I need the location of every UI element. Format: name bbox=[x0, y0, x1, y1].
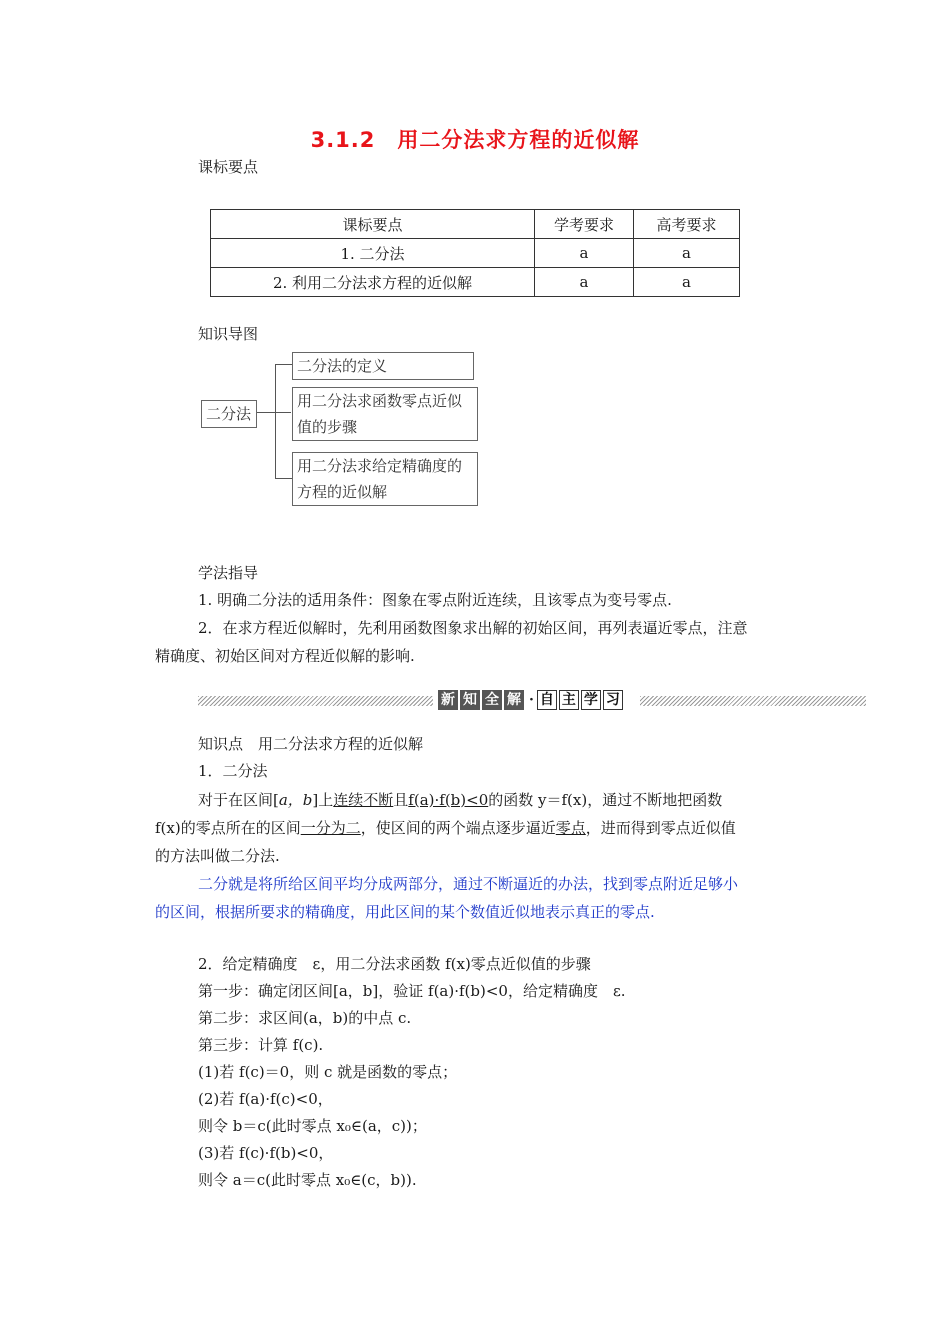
text-run: ，进而得到零点近似值 bbox=[585, 819, 736, 837]
underlined-term: 一分为二 bbox=[300, 819, 361, 837]
table-header: 高考要求 bbox=[634, 210, 740, 239]
subsection-title: 2．给定精确度 ε，用二分法求函数 f(x)零点近似值的步骤 bbox=[198, 955, 591, 973]
case-line: 则令 a＝c(此时零点 x₀∈(c，b)). bbox=[198, 1171, 417, 1189]
definition-line bbox=[155, 814, 736, 842]
underlined-term: f(a)·f(b)<0 bbox=[408, 791, 489, 809]
text-run: 对于在区间[ bbox=[198, 791, 279, 809]
mindmap-branch-definition: 二分法的定义 bbox=[292, 352, 474, 380]
text-run: 且 bbox=[393, 791, 409, 809]
connector bbox=[275, 364, 292, 365]
case-line: (2)若 f(a)·f(c)<0， bbox=[198, 1090, 333, 1108]
table-header-row bbox=[211, 210, 740, 239]
connector bbox=[257, 412, 291, 413]
banner-char: 自 bbox=[537, 690, 557, 710]
branch-line: 值的步骤 bbox=[297, 418, 358, 436]
table-header: 学考要求 bbox=[535, 210, 634, 239]
section-heading-kb: 课标要点 bbox=[198, 158, 259, 176]
banner-char: 全 bbox=[482, 690, 502, 710]
banner-char: 知 bbox=[460, 690, 480, 710]
page-title: 3.1.2 用二分法求方程的近似解 bbox=[310, 128, 640, 152]
note-line: 的区间，根据所要求的精确度，用此区间的某个数值近似地表示真正的零点. bbox=[155, 903, 655, 921]
banner-char: 主 bbox=[559, 690, 579, 710]
text-run: 的函数 y＝f(x)，通过不断地把函数 bbox=[488, 791, 723, 809]
case-line: 则令 b＝c(此时零点 x₀∈(a，c))； bbox=[198, 1117, 427, 1135]
branch-line: 用二分法求函数零点近似 bbox=[297, 392, 463, 410]
step-line: 第三步：计算 f(c). bbox=[198, 1036, 324, 1054]
banner-char: 学 bbox=[581, 690, 601, 710]
connector bbox=[275, 478, 292, 479]
table-cell: a bbox=[634, 239, 740, 268]
connector bbox=[275, 364, 276, 479]
branch-line: 用二分法求给定精确度的 bbox=[297, 457, 463, 475]
step-line: 第二步：求区间(a，b)的中点 c. bbox=[198, 1009, 412, 1027]
table-cell: 1. 二分法 bbox=[211, 239, 535, 268]
definition-line: 的方法叫做二分法. bbox=[155, 847, 280, 865]
mindmap-branch-approx bbox=[292, 452, 478, 506]
case-line: (1)若 f(c)＝0，则 c 就是函数的零点； bbox=[198, 1063, 458, 1081]
banner-hatch-right bbox=[640, 696, 866, 706]
underlined-term: 零点 bbox=[555, 819, 586, 837]
mindmap-root: 二分法 bbox=[201, 400, 257, 428]
step-line: 第一步：确定闭区间[a，b]，验证 f(a)·f(b)<0，给定精确度 ε. bbox=[198, 982, 626, 1000]
text-run: a，b bbox=[278, 791, 313, 809]
underlined-term: 连续不断 bbox=[333, 791, 394, 809]
banner-char: 习 bbox=[603, 690, 623, 710]
knowledge-heading: 知识点 用二分法求方程的近似解 bbox=[198, 735, 424, 753]
section-heading-map: 知识导图 bbox=[198, 325, 259, 343]
text-run: f(x)的零点所在的区间 bbox=[155, 819, 301, 837]
table-header: 课标要点 bbox=[211, 210, 535, 239]
table-cell: 2. 利用二分法求方程的近似解 bbox=[211, 268, 535, 297]
table-cell: a bbox=[634, 268, 740, 297]
requirements-table bbox=[210, 209, 740, 297]
branch-line: 方程的近似解 bbox=[297, 483, 388, 501]
text-run: ]上 bbox=[312, 791, 334, 809]
guide-paragraph: 1. 明确二分法的适用条件：图象在零点附近连续，且该零点为变号零点. bbox=[198, 591, 672, 609]
banner-char: 新 bbox=[438, 690, 458, 710]
banner-hatch-left bbox=[198, 696, 433, 706]
table-cell: a bbox=[535, 239, 634, 268]
banner-char: 解 bbox=[504, 690, 524, 710]
text-run: ，使区间的两个端点逐步逼近 bbox=[360, 819, 556, 837]
note-line: 二分就是将所给区间平均分成两部分，通过不断逼近的办法，找到零点附近足够小 bbox=[198, 875, 739, 893]
banner-dot: · bbox=[529, 692, 534, 708]
guide-paragraph: 精确度、初始区间对方程近似解的影响. bbox=[155, 647, 415, 665]
section-banner bbox=[438, 690, 625, 710]
guide-paragraph: 2．在求方程近似解时，先利用函数图象求出解的初始区间，再列表逼近零点，注意 bbox=[198, 619, 748, 637]
case-line: (3)若 f(c)·f(b)<0， bbox=[198, 1144, 334, 1162]
subsection-title: 1．二分法 bbox=[198, 762, 268, 780]
table-row bbox=[211, 239, 740, 268]
definition-line bbox=[198, 786, 722, 814]
table-cell: a bbox=[535, 268, 634, 297]
section-heading-guide: 学法指导 bbox=[198, 564, 259, 582]
table-row bbox=[211, 268, 740, 297]
mindmap-branch-steps bbox=[292, 387, 478, 441]
